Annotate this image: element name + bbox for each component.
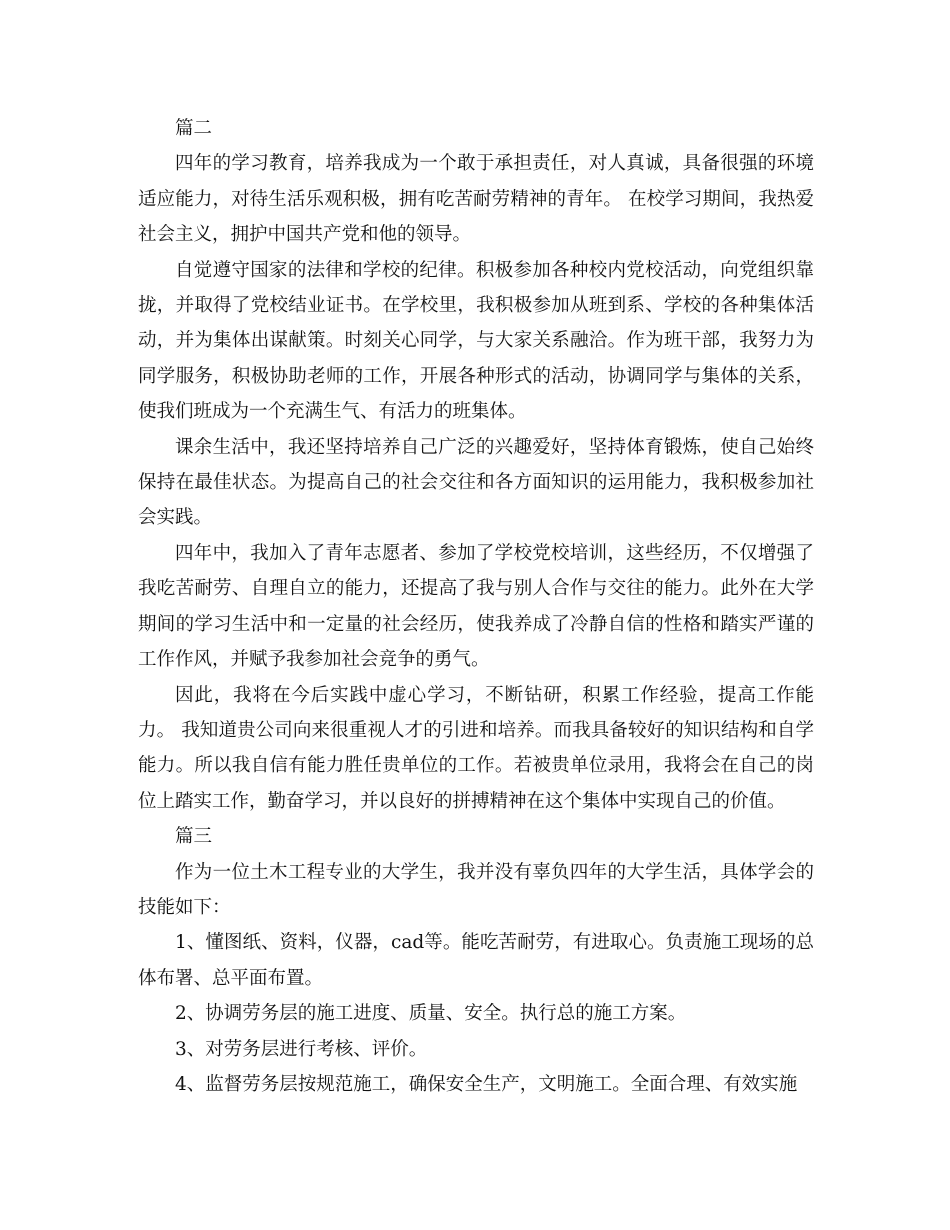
list-item: 1、懂图纸、资料，仪器，cad等。能吃苦耐劳，有进取心。负责施工现场的总体布署、总平面布置。 — [138, 932, 814, 989]
paragraph: 因此，我将在今后实践中虚心学习，不断钻研，积累工作经验，提高工作能力。 我知道贵公司向来很重视人才的引进和培养。而我具备较好的知识结构和自学能力。所以我自信有能力胜任贵单位的工作。若被贵单位录用，我将会在自己的岗位上踏实工作，勤奋学习，并以良好的拼搏精神在这个集体中实现自己的价值。 — [138, 684, 814, 812]
list-item: 3、对劳务层进行考核、评价。 — [175, 1038, 428, 1060]
paragraph: 自觉遵守国家的法律和学校的纪律。积极参加各种校内党校活动，向党组织靠拢，并取得了党校结业证书。在学校里，我积极参加从班到系、学校的各种集体活动，并为集体出谋献策。时刻关心同学，与大家关系融洽。作为班干部，我努力为同学服务，积极协助老师的工作，开展各种形式的活动，协调同学与集体的关系，使我们班成为一个充满生气、有活力的班集体。 — [138, 259, 814, 423]
list-item: 2、协调劳务层的施工进度、质量、安全。执行总的施工方案。 — [175, 1003, 687, 1025]
list-item: 4、监督劳务层按规范施工，确保安全生产，文明施工。全面合理、有效实施 — [175, 1073, 798, 1095]
paragraph: 课余生活中，我还坚持培养自己广泛的兴趣爱好，坚持体育锻炼，使自己始终保持在最佳状态。为提高自己的社会交往和各方面知识的运用能力，我积极参加社会实践。 — [138, 436, 814, 529]
section-heading: 篇二 — [175, 118, 213, 139]
paragraph: 四年的学习教育，培养我成为一个敢于承担责任，对人真诚，具备很强的环境适应能力，对待生活乐观积极，拥有吃苦耐劳精神的青年。 在校学习期间，我热爱社会主义，拥护中国共产党和他的领导。 — [138, 153, 814, 246]
paragraph: 四年中，我加入了青年志愿者、参加了学校党校培训，这些经历，不仅增强了我吃苦耐劳、自理自立的能力，还提高了我与别人合作与交往的能力。此外在大学期间的学习生活中和一定量的社会经历，使我养成了冷静自信的性格和踏实严谨的工作作风，并赋予我参加社会竞争的勇气。 — [138, 542, 814, 671]
document-body — [138, 111, 814, 1102]
paragraph: 作为一位土木工程专业的大学生，我并没有辜负四年的大学生活，具体学会的技能如下： — [138, 861, 814, 918]
section-heading: 篇三 — [175, 826, 213, 848]
